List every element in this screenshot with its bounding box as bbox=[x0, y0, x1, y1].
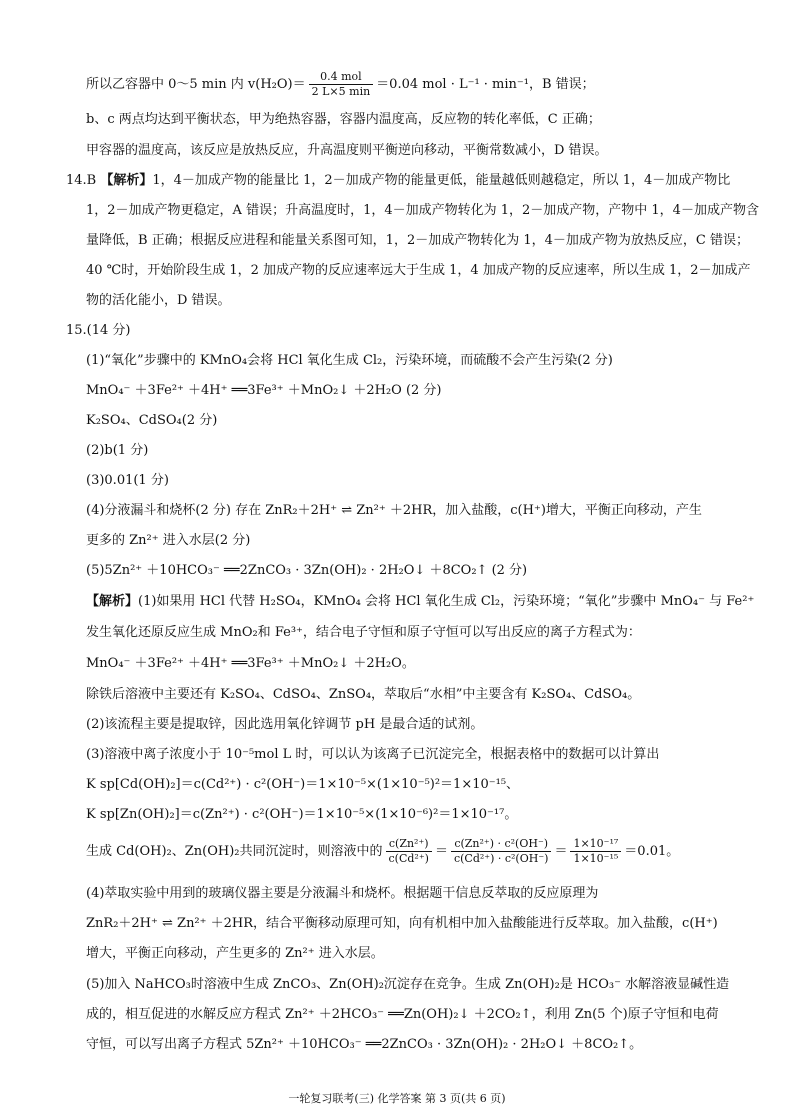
answer-line: 更多的 Zn²⁺ 进入水层(2 分) bbox=[86, 533, 251, 548]
text-line: (4)萃取实验中用到的玻璃仪器主要是分液漏斗和烧杯。根据题干信息反萃取的反应原理为 bbox=[86, 886, 599, 901]
text-line: 发生氧化还原反应生成 MnO₂和 Fe³⁺，结合电子守恒和原子守恒可以写出反应的离子方程式为： bbox=[86, 625, 641, 640]
answer-line: (1)“氧化”步骤中的 KMnO₄会将 HCl 氧化生成 Cl₂，污染环境，而硫酸不会产生污染(2 分) bbox=[86, 353, 613, 368]
fraction-numerator: 0.4 mol bbox=[309, 70, 374, 85]
question-14-line bbox=[66, 172, 754, 190]
fraction bbox=[570, 837, 621, 866]
text-span: (1)如果用 HCl 代替 H₂SO₄，KMnO₄ 会将 HCl 氧化生成 Cl₂，污染环境；“氧化”步骤中 MnO₄⁻ 与 Fe²⁺ bbox=[138, 594, 755, 609]
text-line: 物的活化能小，D 错误。 bbox=[86, 293, 231, 308]
answer-line: (4)分液漏斗和烧杯(2 分) 存在 ZnR₂＋2H⁺ ⇌ Zn²⁺ ＋2HR，加入盐酸，c(H⁺)增大，平衡正向移动，产生 bbox=[86, 503, 702, 518]
fraction-denominator: 1×10⁻¹⁵ bbox=[573, 852, 619, 865]
text-span: 所以乙容器中 0～5 min 内 v(H₂O)＝ bbox=[86, 77, 306, 92]
text-line: 增大，平衡正向移动，产生更多的 Zn²⁺ 进入水层。 bbox=[86, 946, 384, 961]
text-span: 生成 Cd(OH)₂、Zn(OH)₂共同沉淀时，则溶液中的 bbox=[86, 844, 383, 859]
fraction bbox=[309, 70, 374, 99]
question-15-header: 15.(14 分) bbox=[66, 323, 131, 338]
answer-line: (2)b(1 分) bbox=[86, 443, 149, 458]
analysis-tag: 【解析】 bbox=[100, 173, 153, 188]
fraction-numerator: c(Zn²⁺) · c²(OH⁻) bbox=[451, 837, 551, 852]
text-span: 1，4－加成产物的能量比 1，2－加成产物的能量更低，能量越低则越稳定，所以 1，4－加成产物比 bbox=[152, 173, 731, 188]
fraction bbox=[451, 837, 551, 866]
fraction-denominator: 2 L×5 min bbox=[311, 85, 371, 98]
answer-line: K₂SO₄、CdSO₄(2 分) bbox=[86, 413, 218, 428]
fraction-denominator: c(Cd²⁺) bbox=[388, 852, 429, 865]
text-line: 40 ℃时，开始阶段生成 1，2 加成产物的反应速率远大于生成 1，4 加成产物的反应速率，所以生成 1，2－加成产 bbox=[86, 263, 751, 278]
text-line: 1，2－加成产物更稳定，A 错误；升高温度时，1，4－加成产物转化为 1，2－加成产物，产物中 1，4－加成产物含 bbox=[86, 203, 759, 218]
text-line: K sp[Zn(OH)₂]＝c(Zn²⁺) · c²(OH⁻)＝1×10⁻⁵×(1×10⁻⁶)²＝1×10⁻¹⁷。 bbox=[86, 807, 518, 822]
text-line bbox=[86, 70, 754, 99]
text-line: (5)加入 NaHCO₃时溶液中生成 ZnCO₃、Zn(OH)₂沉淀存在竞争。生成 Zn(OH)₂是 HCO₃⁻ 水解溶液显碱性造 bbox=[86, 977, 730, 992]
analysis-line bbox=[86, 593, 754, 611]
text-line: 量降低，B 正确；根据反应进程和能量关系图可知，1，2－加成产物转化为 1，4－加成产物为放热反应，C 错误； bbox=[86, 233, 749, 248]
text-line: ZnR₂＋2H⁺ ⇌ Zn²⁺ ＋2HR，结合平衡移动原理可知，向有机相中加入盐酸能进行反萃取。加入盐酸，c(H⁺) bbox=[86, 916, 718, 931]
text-line: (2)该流程主要是提取锌，因此选用氧化锌调节 pH 是最合适的试剂。 bbox=[86, 717, 484, 732]
text-line: 甲容器的温度高，该反应是放热反应，升高温度则平衡逆向移动，平衡常数减小，D 错误。 bbox=[86, 143, 608, 158]
answer-line: (3)0.01(1 分) bbox=[86, 473, 169, 488]
text-line: 守恒，可以写出离子方程式 5Zn²⁺ ＋10HCO₃⁻ ══2ZnCO₃ · 3Zn(OH)₂ · 2H₂O↓ ＋8CO₂↑。 bbox=[86, 1037, 643, 1052]
text-span: ＝0.04 mol · L⁻¹ · min⁻¹，B 错误； bbox=[376, 77, 595, 92]
text-line: 成的，相互促进的水解反应方程式 Zn²⁺ ＋2HCO₃⁻ ══Zn(OH)₂↓ ＋2CO₂↑，利用 Zn(5 个)原子守恒和电荷 bbox=[86, 1007, 719, 1022]
fraction-denominator: c(Cd²⁺) · c²(OH⁻) bbox=[453, 852, 549, 865]
text-line: K sp[Cd(OH)₂]＝c(Cd²⁺) · c²(OH⁻)＝1×10⁻⁵×(1×10⁻⁵)²＝1×10⁻¹⁵、 bbox=[86, 777, 520, 792]
fraction-numerator: 1×10⁻¹⁷ bbox=[570, 837, 621, 852]
text-line: (3)溶液中离子浓度小于 10⁻⁵mol L 时，可以认为该离子已沉淀完全，根据表格中的数据可以计算出 bbox=[86, 747, 660, 762]
text-span: ＝0.01。 bbox=[624, 844, 680, 859]
page-footer: 一轮复习联考(三) 化学答案 第 3 页(共 6 页) bbox=[288, 1092, 506, 1105]
question-number: 14.B bbox=[66, 173, 97, 188]
equation-line: (5)5Zn²⁺ ＋10HCO₃⁻ ══2ZnCO₃ · 3Zn(OH)₂ · 2H₂O↓ ＋8CO₂↑ (2 分) bbox=[86, 563, 528, 578]
text-line: b、c 两点均达到平衡状态，甲为绝热容器，容器内温度高，反应物的转化率低，C 正确； bbox=[86, 112, 601, 127]
analysis-tag: 【解析】 bbox=[86, 594, 139, 609]
text-line: 除铁后溶液中主要还有 K₂SO₄、CdSO₄、ZnSO₄，萃取后“水相”中主要含有 K₂SO₄、CdSO₄。 bbox=[86, 687, 641, 702]
equation-line: MnO₄⁻ ＋3Fe²⁺ ＋4H⁺ ══3Fe³⁺ ＋MnO₂↓ ＋2H₂O (2 分) bbox=[86, 383, 442, 398]
fraction-numerator: c(Zn²⁺) bbox=[386, 837, 432, 852]
equation-line: MnO₄⁻ ＋3Fe²⁺ ＋4H⁺ ══3Fe³⁺ ＋MnO₂↓ ＋2H₂O。 bbox=[86, 656, 415, 671]
fraction bbox=[386, 837, 432, 866]
text-line: 生成 Cd(OH)₂、Zn(OH)₂共同沉淀时，则溶液中的 $\frac{\text{c(Zn²⁺)}}{\text{c(Cd²⁺)}}$ ＝ $\frac{\text{c(Zn²⁺) · c²(OH⁻)}}{\text{c(Cd²⁺) · c²(OH⁻)}}$ ＝ $\frac{\text{1×10⁻¹⁷}}{\text{1×10⁻¹⁵}}$ ＝0.01。 bbox=[86, 837, 680, 865]
